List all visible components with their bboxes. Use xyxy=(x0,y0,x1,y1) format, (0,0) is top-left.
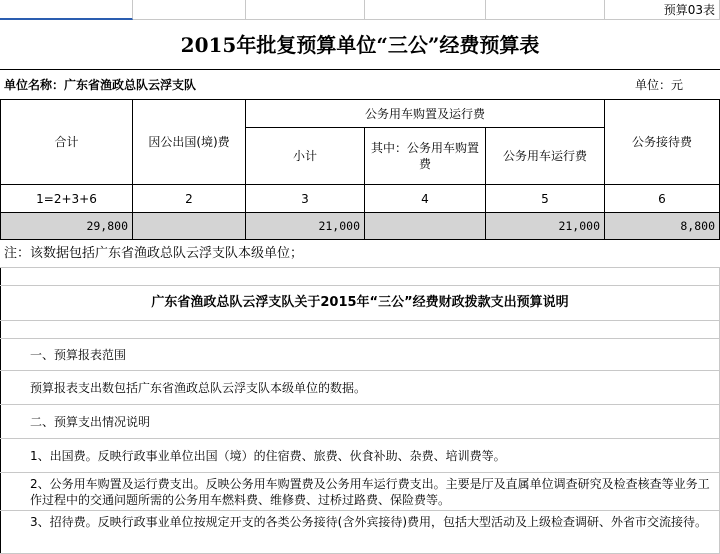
blank-cell[interactable] xyxy=(0,0,133,20)
blank-cell[interactable] xyxy=(246,0,365,20)
value-purchase[interactable] xyxy=(365,213,486,240)
header-reception[interactable]: 公务接待费 xyxy=(605,100,720,185)
table-note[interactable]: 注：该数据包括广东省渔政总队云浮支队本级单位； xyxy=(0,240,720,268)
item-abroad[interactable]: 1、出国费。反映行政事业单位出国（境）的住宿费、旅费、伙食补助、杂费、培训费等。 xyxy=(30,448,506,463)
page-title[interactable]: 2015年批复预算单位“三公”经费预算表 xyxy=(0,20,720,70)
header-vehicle-group[interactable]: 公务用车购置及运行费 xyxy=(246,100,605,128)
value-total[interactable]: 29,800 xyxy=(0,213,133,240)
value-subtotal[interactable]: 21,000 xyxy=(246,213,365,240)
index-cell[interactable]: 2 xyxy=(133,185,246,213)
blank-cell[interactable] xyxy=(486,0,605,20)
section1-text[interactable]: 预算报表支出数包括广东省渔政总队云浮支队本级单位的数据。 xyxy=(30,380,367,395)
value-abroad[interactable] xyxy=(133,213,246,240)
header-purchase[interactable]: 其中：公务用车购置费 xyxy=(365,128,486,185)
header-operation[interactable]: 公务用车运行费 xyxy=(486,128,605,185)
form-code[interactable]: 预算03表 xyxy=(605,0,720,20)
grid-line xyxy=(0,472,720,473)
item-vehicle[interactable]: 2、公务用车购置及运行费支出。反映公务用车购置费及公务用车运行费支出。主要是厅及直属单位调查研究及检查核查等业务工作过程中的交通问题所需的公务用车燃料费、维修费、过桥过路费、保险费等。 xyxy=(30,477,710,507)
grid-line xyxy=(0,510,720,511)
value-operation[interactable]: 21,000 xyxy=(486,213,605,240)
unit-name[interactable]: 单位名称：广东省渔政总队云浮支队 xyxy=(0,70,605,100)
index-cell[interactable]: 4 xyxy=(365,185,486,213)
explanation-title[interactable]: 广东省渔政总队云浮支队关于2015年“三公”经费财政拨款支出预算说明 xyxy=(151,295,569,310)
index-cell[interactable]: 5 xyxy=(486,185,605,213)
header-total[interactable]: 合计 xyxy=(0,100,133,185)
index-cell[interactable]: 1=2+3+6 xyxy=(0,185,133,213)
index-cell[interactable]: 3 xyxy=(246,185,365,213)
unit-label[interactable]: 单位：元 xyxy=(605,70,720,100)
blank-cell[interactable] xyxy=(365,0,486,20)
blank-cell[interactable] xyxy=(133,0,246,20)
header-subtotal[interactable]: 小计 xyxy=(246,128,365,185)
section2-heading[interactable]: 二、预算支出情况说明 xyxy=(30,414,151,429)
value-reception[interactable]: 8,800 xyxy=(605,213,720,240)
header-abroad[interactable]: 因公出国(境)费 xyxy=(133,100,246,185)
item-reception[interactable]: 3、招待费。反映行政事业单位按规定开支的各类公务接待(含外宾接待)费用，包括大型活动及上级检查调研、外省市交流接待。 xyxy=(30,515,708,529)
section1-heading[interactable]: 一、预算报表范围 xyxy=(30,347,127,362)
grid-line xyxy=(0,320,720,321)
index-cell[interactable]: 6 xyxy=(605,185,720,213)
